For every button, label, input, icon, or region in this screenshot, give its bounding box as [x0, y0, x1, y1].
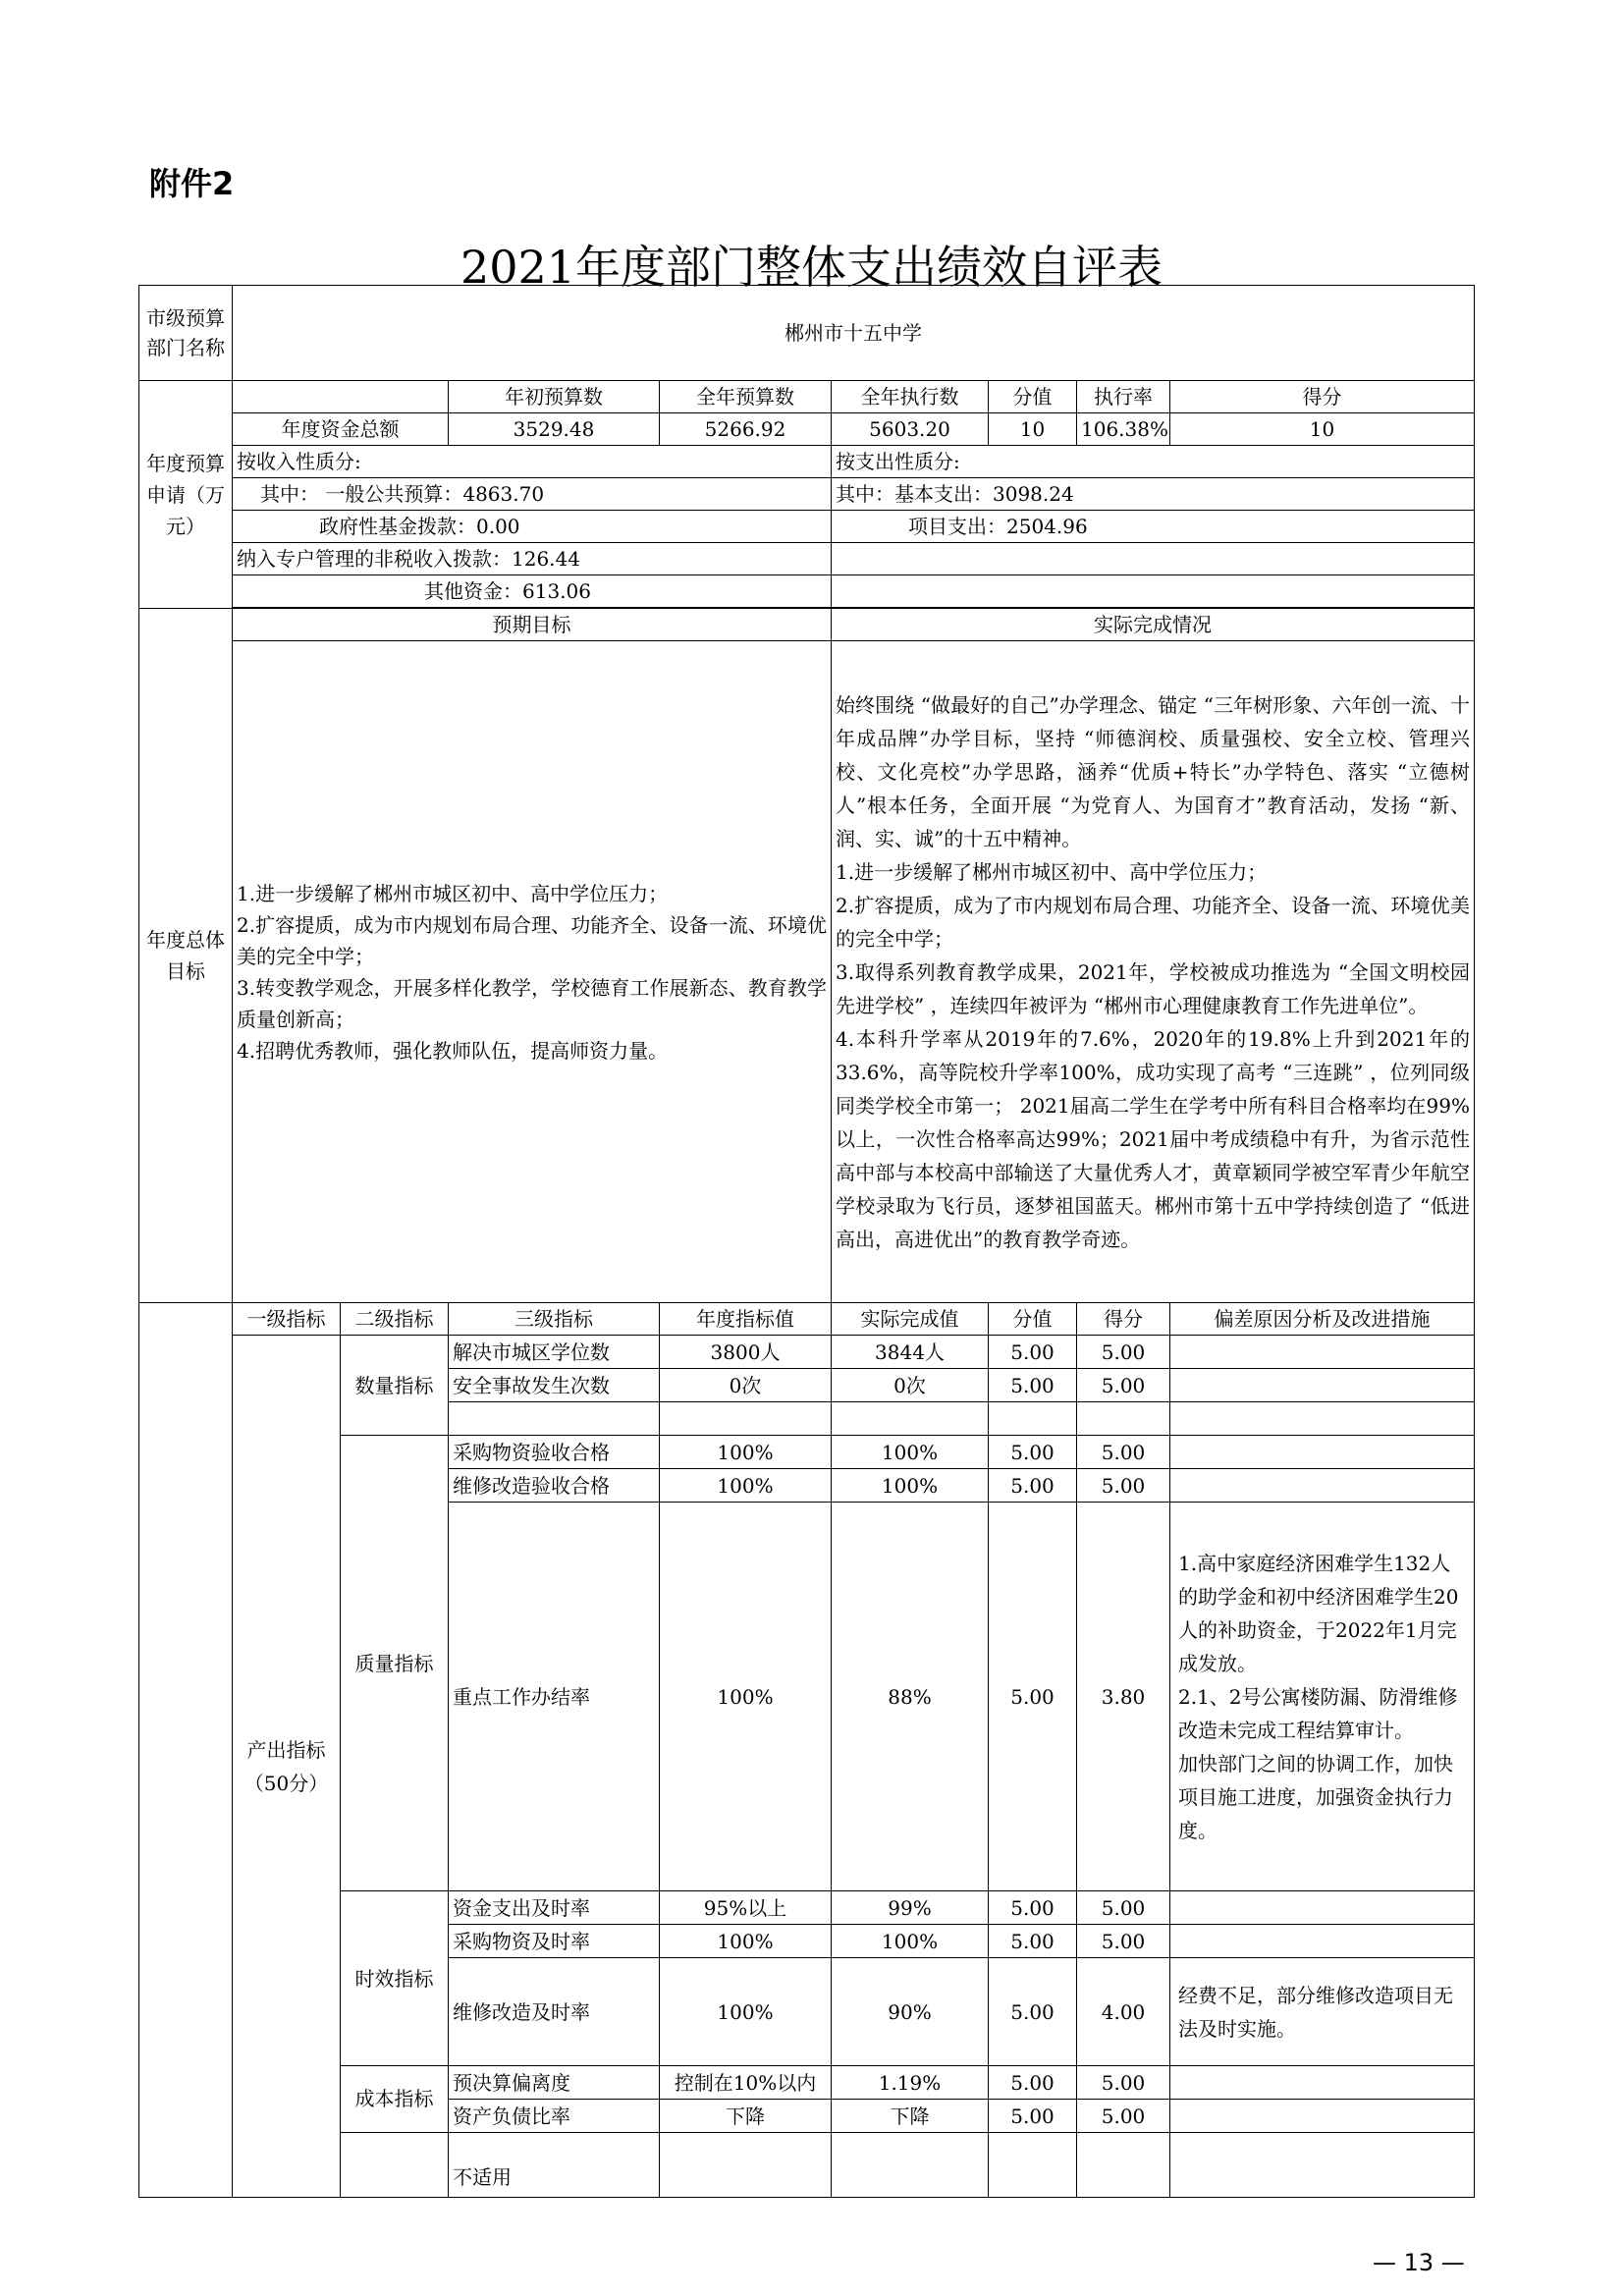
ind-name: 采购物资及时率	[449, 1925, 660, 1958]
ind-weight: 5.00	[989, 1925, 1077, 1958]
budget-annual-value: 5266.92	[660, 413, 832, 446]
group-quality: 质量指标	[341, 1436, 449, 1891]
ind-actual: 90%	[832, 1958, 989, 2066]
ind-header-level2: 二级指标	[341, 1303, 449, 1336]
ind-weight: 5.00	[989, 1336, 1077, 1369]
income-fund: 政府性基金拨款：0.00	[233, 511, 832, 543]
ind-header-actual: 实际完成值	[832, 1303, 989, 1336]
ind-weight: 5.00	[989, 2066, 1077, 2100]
ind-score: 5.00	[1077, 1925, 1170, 1958]
ind-target: 100%	[660, 1469, 832, 1503]
ind-target	[660, 1402, 832, 1436]
actual-completion-text: 始终围绕 “做最好的自己”办学理念、锚定 “三年树形象、六年创一流、十年成品牌”办学目标，坚持 “师德润校、质量强校、安全立校、管理兴校、文化亮校”办学思路，涵养“优质+特长”办学特色、落实 “立德树人”根本任务，全面开展 “为党育人、为国育才”教育活动，发扬 “新、润、实、诚”的十五中精神。 1.进一步缓解了郴州市城区初中、高中学位压力； 2.扩容提质，成为了市内规划布局合理、功能齐全、设备一流、环境优美的完全中学； 3.取得系列教育教学成果，2021年，学校被成功推选为 “全国文明校园先进学校” ，连续四年被评为 “郴州市心理健康教育工作先进单位”。 4.本科升学率从2019年的7.6%，2020年的19.8%上升到2021年的33.6%，高等院校升学率100%，成功实现了高考 “三连跳” ，位列同级同类学校全市第一； 2021届高二学生在学考中所有科目合格率均在99%以上，一次性合格率高达99%；2021届中考成绩稳中有升，为省示范性高中部与本校高中部输送了大量优秀人才，黄章颖同学被空军青少年航空学校录取为飞行员，逐梦祖国蓝天。郴州市第十五中学持续创造了 “低进高出，高进优出”的教育教学奇迹。	[832, 641, 1475, 1303]
ind-name: 维修改造及时率	[449, 1958, 660, 2066]
income-general: 其中： 一般公共预算：4863.70	[233, 478, 832, 511]
budget-header-rate: 执行率	[1077, 381, 1170, 413]
ind-target: 下降	[660, 2100, 832, 2133]
ind-note	[1170, 1925, 1475, 1958]
ind-score	[1077, 1402, 1170, 1436]
ind-actual: 0次	[832, 1369, 989, 1402]
budget-label: 年度预算申请（万元）	[139, 381, 233, 609]
ind-note	[1170, 1891, 1475, 1925]
ind-name: 不适用	[449, 2133, 660, 2198]
ind-actual: 100%	[832, 1925, 989, 1958]
ind-header-target: 年度指标值	[660, 1303, 832, 1336]
ind-note	[1170, 2100, 1475, 2133]
budget-rate-value: 106.38%	[1077, 413, 1170, 446]
budget-header-blank	[233, 381, 449, 413]
ind-weight: 5.00	[989, 1369, 1077, 1402]
ind-name: 安全事故发生次数	[449, 1369, 660, 1402]
ind-note	[1170, 1469, 1475, 1503]
ind-weight	[989, 2133, 1077, 2198]
ind-actual: 3844人	[832, 1336, 989, 1369]
ind-score: 5.00	[1077, 1891, 1170, 1925]
indicator-blank-col	[139, 1303, 233, 2198]
ind-note	[1170, 1336, 1475, 1369]
ind-header-level3: 三级指标	[449, 1303, 660, 1336]
ind-target: 100%	[660, 1503, 832, 1891]
ind-actual: 88%	[832, 1503, 989, 1891]
ind-target	[660, 2133, 832, 2198]
budget-row-label: 年度资金总额	[233, 413, 449, 446]
ind-target: 100%	[660, 1958, 832, 2066]
ind-name: 资金支出及时率	[449, 1891, 660, 1925]
ind-score: 3.80	[1077, 1503, 1170, 1891]
ind-note	[1170, 1436, 1475, 1469]
ind-score: 4.00	[1077, 1958, 1170, 2066]
level1-output: 产出指标 （50分）	[233, 1336, 341, 2198]
ind-score: 5.00	[1077, 1369, 1170, 1402]
expected-goal-header: 预期目标	[233, 609, 832, 641]
ind-actual: 下降	[832, 2100, 989, 2133]
ind-target: 控制在10%以内	[660, 2066, 832, 2100]
budget-weight-value: 10	[989, 413, 1077, 446]
ind-name: 维修改造验收合格	[449, 1469, 660, 1503]
ind-actual	[832, 2133, 989, 2198]
budget-header-score: 得分	[1170, 381, 1475, 413]
ind-weight: 5.00	[989, 1958, 1077, 2066]
ind-note	[1170, 2133, 1475, 2198]
ind-score: 5.00	[1077, 1336, 1170, 1369]
ind-note: 经费不足，部分维修改造项目无法及时实施。	[1170, 1958, 1475, 2066]
page-number: — 13 —	[1373, 2249, 1465, 2276]
budget-score-value: 10	[1170, 413, 1475, 446]
attachment-label: 附件2	[149, 165, 235, 202]
ind-name: 重点工作办结率	[449, 1503, 660, 1891]
page-title: 2021年度部门整体支出绩效自评表	[460, 241, 1163, 294]
ind-weight: 5.00	[989, 1469, 1077, 1503]
ind-header-score: 得分	[1077, 1303, 1170, 1336]
ind-name: 解决市城区学位数	[449, 1336, 660, 1369]
performance-table	[138, 285, 1475, 2198]
ind-note	[1170, 2066, 1475, 2100]
budget-initial-value: 3529.48	[449, 413, 660, 446]
ind-name: 预决算偏离度	[449, 2066, 660, 2100]
ind-header-weight: 分值	[989, 1303, 1077, 1336]
ind-target: 0次	[660, 1369, 832, 1402]
ind-weight: 5.00	[989, 1503, 1077, 1891]
budget-executed-value: 5603.20	[832, 413, 989, 446]
ind-target: 100%	[660, 1925, 832, 1958]
ind-note: 1.高中家庭经济困难学生132人的助学金和初中经济困难学生20人的补助资金，于2022年1月完成发放。 2.1、2号公寓楼防漏、防滑维修改造未完成工程结算审计。 加快部门之间的协调工作，加快项目施工进度，加强资金执行力度。	[1170, 1503, 1475, 1891]
ind-weight: 5.00	[989, 1891, 1077, 1925]
ind-weight: 5.00	[989, 1436, 1077, 1469]
expense-blank-2	[832, 575, 1475, 608]
ind-score: 5.00	[1077, 1469, 1170, 1503]
ind-target: 95%以上	[660, 1891, 832, 1925]
ind-weight: 5.00	[989, 2100, 1077, 2133]
budget-header-initial: 年初预算数	[449, 381, 660, 413]
dept-label: 市级预算部门名称	[139, 286, 233, 381]
expense-title: 按支出性质分:	[832, 446, 1475, 478]
income-title: 按收入性质分:	[233, 446, 832, 478]
ind-target: 100%	[660, 1436, 832, 1469]
ind-actual: 100%	[832, 1436, 989, 1469]
expense-basic: 其中：基本支出：3098.24	[832, 478, 1475, 511]
budget-header-annual: 全年预算数	[660, 381, 832, 413]
ind-note	[1170, 1402, 1475, 1436]
ind-name: 资产负债比率	[449, 2100, 660, 2133]
goals-label: 年度总体目标	[139, 609, 233, 1303]
expense-blank-1	[832, 543, 1475, 575]
ind-header-note: 偏差原因分析及改进措施	[1170, 1303, 1475, 1336]
ind-weight	[989, 1402, 1077, 1436]
budget-header-executed: 全年执行数	[832, 381, 989, 413]
group-cost: 成本指标	[341, 2066, 449, 2133]
actual-completion-header: 实际完成情况	[832, 609, 1475, 641]
ind-score	[1077, 2133, 1170, 2198]
group-timeliness: 时效指标	[341, 1891, 449, 2066]
ind-score: 5.00	[1077, 2100, 1170, 2133]
dept-name: 郴州市十五中学	[233, 286, 1475, 381]
ind-actual: 100%	[832, 1469, 989, 1503]
ind-actual: 99%	[832, 1891, 989, 1925]
ind-actual	[832, 1402, 989, 1436]
ind-score: 5.00	[1077, 1436, 1170, 1469]
group-blank	[341, 2133, 449, 2198]
ind-score: 5.00	[1077, 2066, 1170, 2100]
expense-project: 项目支出：2504.96	[832, 511, 1475, 543]
ind-header-level1: 一级指标	[233, 1303, 341, 1336]
income-nontax: 纳入专户管理的非税收入拨款：126.44	[233, 543, 832, 575]
budget-header-weight: 分值	[989, 381, 1077, 413]
group-quantity: 数量指标	[341, 1336, 449, 1436]
ind-note	[1170, 1369, 1475, 1402]
expected-goal-text: 1.进一步缓解了郴州市城区初中、高中学位压力； 2.扩容提质，成为市内规划布局合理、功能齐全、设备一流、环境优美的完全中学； 3.转变教学观念，开展多样化教学，学校德育工作展新态、教育教学质量创新高； 4.招聘优秀教师，强化教师队伍，提高师资力量。	[233, 641, 832, 1303]
ind-name: 采购物资验收合格	[449, 1436, 660, 1469]
income-other: 其他资金：613.06	[233, 575, 832, 608]
ind-target: 3800人	[660, 1336, 832, 1369]
ind-name	[449, 1402, 660, 1436]
ind-actual: 1.19%	[832, 2066, 989, 2100]
